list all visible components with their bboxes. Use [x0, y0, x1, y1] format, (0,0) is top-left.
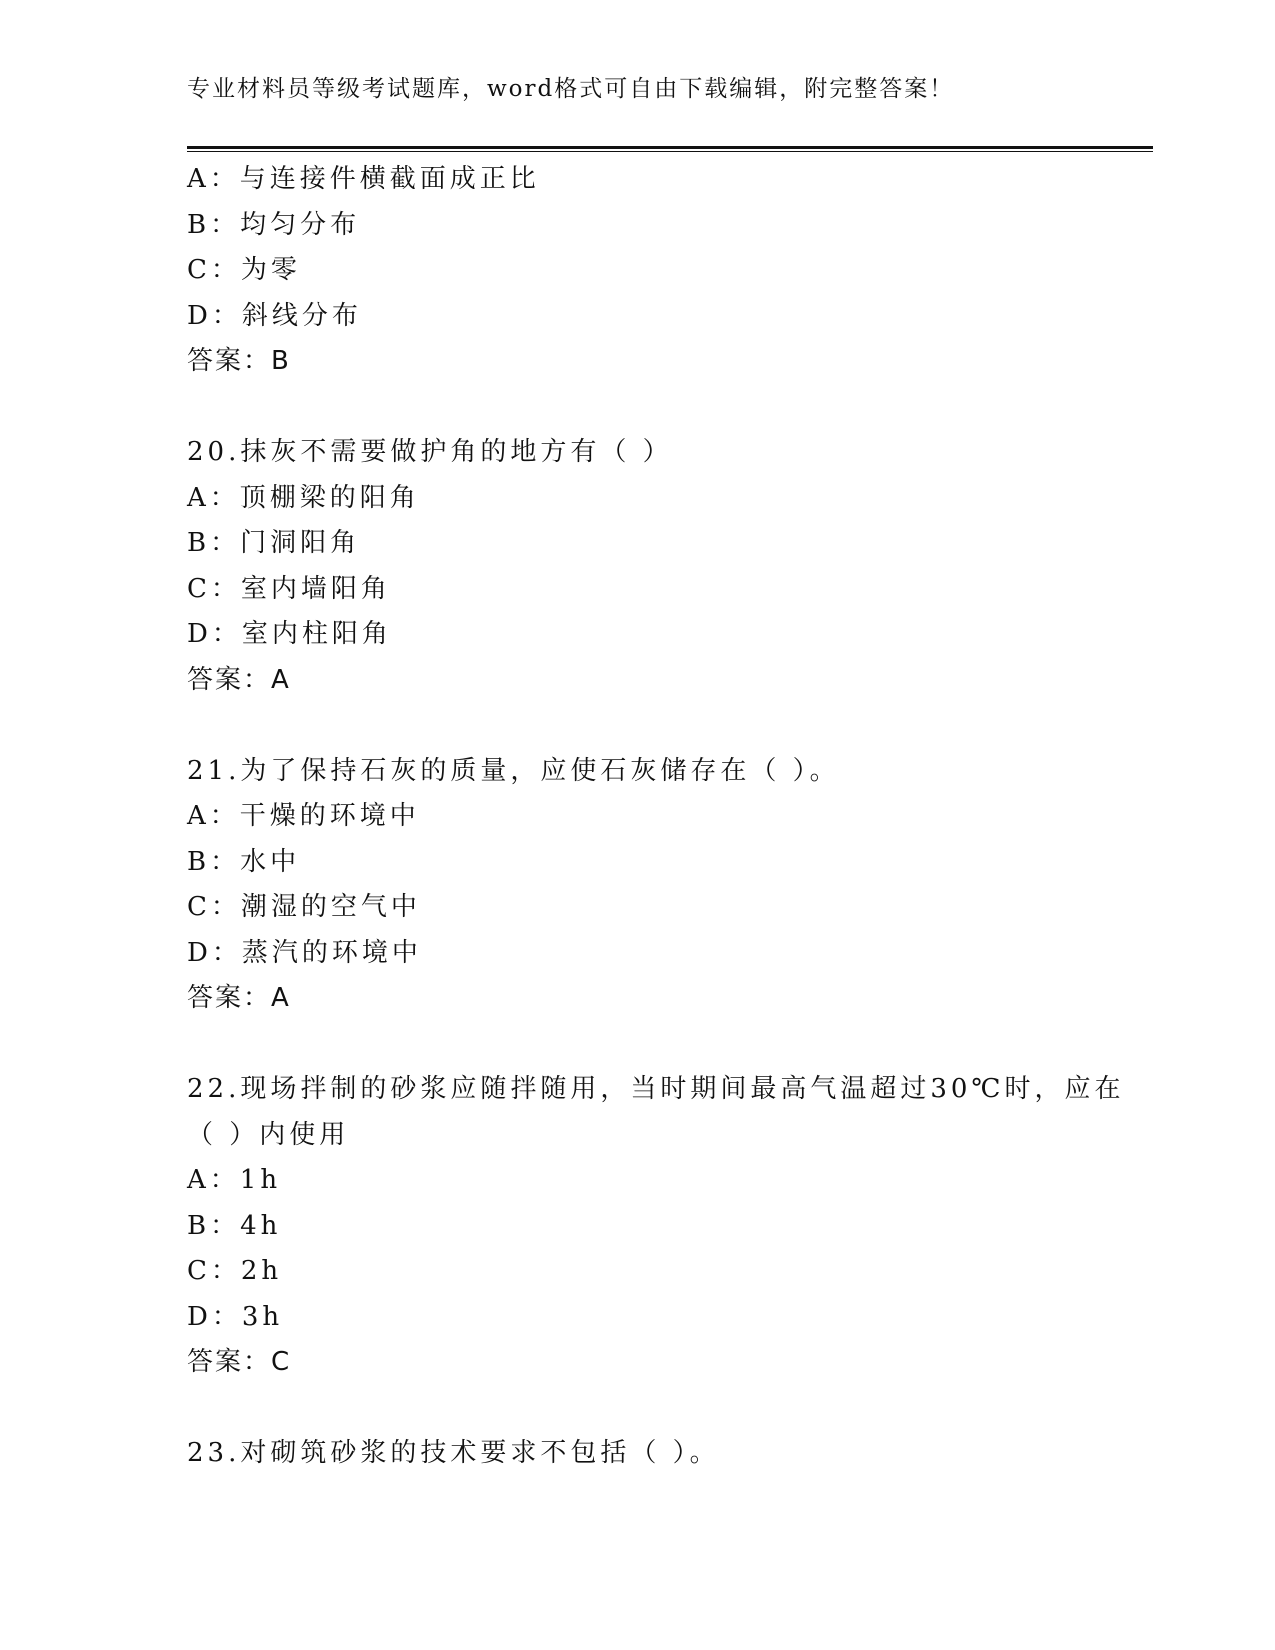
option-a: A：顶棚梁的阳角 [187, 482, 420, 513]
option-c: C：室内墙阳角 [187, 573, 391, 604]
option-b: B：4h [187, 1210, 282, 1241]
question-block-22 [187, 1067, 1125, 1386]
option-b: B：水中 [187, 846, 301, 877]
question-text: 20.抹灰不需要做护角的地方有（ ） [187, 437, 673, 467]
question-text: 21.为了保持石灰的质量，应使石灰储存在（ ）。 [187, 755, 840, 786]
option-c: C：为零 [187, 255, 301, 285]
option-c: C：2h [187, 1256, 283, 1286]
question-block-21 [187, 749, 1087, 1022]
question-text-line-2: （ ）内使用 [187, 1119, 350, 1150]
answer: 答案：C [187, 1347, 292, 1377]
question-block-23 [187, 1431, 1087, 1477]
question-block-19 [187, 157, 1087, 385]
option-b: B：均匀分布 [187, 209, 361, 240]
spacer [187, 385, 1087, 431]
spacer [187, 1386, 1087, 1432]
answer: 答案：A [187, 664, 291, 695]
page-header: 专业材料员等级考试题库，word格式可自由下载编辑，附完整答案！ [187, 76, 955, 102]
question-block-20 [187, 430, 1087, 703]
header-divider [187, 146, 1153, 149]
option-b: B：门洞阳角 [187, 528, 361, 558]
question-text-line-1: 22.现场拌制的砂浆应随拌随用，当时期间最高气温超过30℃时，应在 [187, 1074, 1125, 1104]
question-text: 23.对砌筑砂浆的技术要求不包括（ ）。 [187, 1438, 720, 1468]
answer: 答案：A [187, 983, 291, 1013]
header-divider-thin [187, 151, 1153, 152]
option-a: A：1h [187, 1165, 282, 1195]
option-c: C：潮湿的空气中 [187, 892, 421, 922]
option-d: D：蒸汽的环境中 [187, 937, 422, 968]
option-a: A：干燥的环境中 [187, 801, 420, 831]
option-a: A：与连接件横截面成正比 [187, 164, 540, 194]
option-d: D：斜线分布 [187, 300, 362, 331]
spacer [187, 1022, 1087, 1068]
spacer [187, 703, 1087, 749]
answer: 答案：B [187, 346, 291, 376]
option-d: D：室内柱阳角 [187, 619, 392, 649]
question-list [187, 157, 1125, 1477]
option-d: D：3h [187, 1301, 284, 1332]
